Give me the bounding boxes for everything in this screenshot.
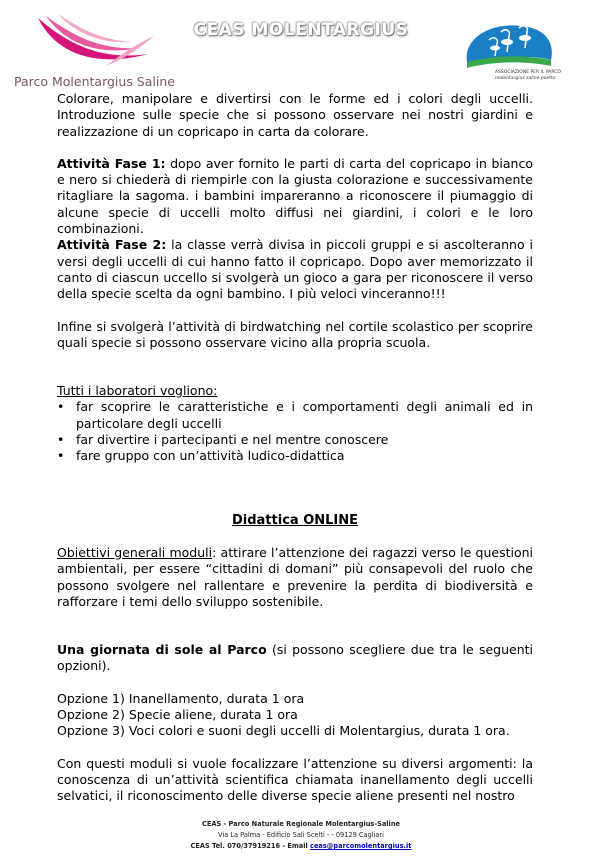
page-footer [0, 819, 602, 852]
fase2-label: Attività Fase 2: [57, 237, 167, 253]
list-item: • fare gruppo con un’attività ludico-didattica [57, 448, 345, 464]
section-title: Didattica ONLINE [231, 512, 359, 528]
intro-paragraph: Colorare, manipolare e divertirsi con le forme ed i colori degli uccelli. Introduzione sulle specie che si possono osservare nei nostri giardini e realizzazione di un copricapo in carta da colorare. [57, 91, 533, 139]
opzione-2: Opzione 2) Specie aliene, durata 1 ora [57, 707, 298, 723]
fase1-label: Attività Fase 1: [57, 155, 166, 171]
bullet-icon: • [57, 448, 65, 464]
bullet-icon: • [57, 432, 65, 448]
fase2-paragraph [57, 237, 533, 302]
fase1-paragraph [57, 156, 533, 237]
fase2-text: la classe verrà divisa in piccoli gruppi e si ascolteranno i versi degli uccelli di cui hanno fatto il copricapo. Dopo aver memorizzato il canto di ciascun uccello si svolgerà un gioco a gara per riconoscere il verso della specie scelta da ogni bambino. I più veloci vinceranno!!! [57, 237, 533, 302]
list-item: • far divertire i partecipanti e nel mentre conoscere [57, 432, 389, 448]
obiettivi-text: : attirare l’attenzione dei ragazzi verso le questioni ambientali, per essere “cittadini di domani” più consapevoli del ruolo che possono svolgere nel rallentare e prevenire la perdita di biodiversità e rafforzare i temi dello sviluppo sostenibile. [57, 544, 533, 609]
association-logo-text: ASSOCIAZIONE PER IL PARCO [495, 70, 561, 75]
list-item: • far scoprire le caratteristiche e i comportamenti degli animali ed in particolare degli uccelli [57, 399, 533, 431]
page-header [0, 0, 602, 95]
association-logo [461, 18, 561, 86]
fase1-text: dopo aver fornito le parti di carta del copricapo in bianco e nero si chiederà di riempirle con la giusta colorazione e successivamente ritagliare la sagoma. i bambini impareranno a riconoscere il piumaggio di alcune specie di uccelli molto diffusi nei giardini, i colori e le loro combinazioni. [57, 155, 533, 237]
opzione-1: Opzione 1) Inanellamento, durata 1 ora [57, 690, 305, 706]
opzione-3: Opzione 3) Voci colori e suoni degli uccelli di Molentargius, durata 1 ora. [57, 723, 510, 739]
giornata-text: (si possono scegliere due tra le seguenti opzioni). [57, 642, 533, 674]
footer-org: CEAS - Parco Naturale Regionale Molentargius-Saline [202, 820, 400, 828]
footer-address: Via La Palma - Edificio Sali Scelti - - 09129 Cagliari [218, 831, 384, 839]
obiettivi-label: Obiettivi generali moduli [57, 544, 213, 560]
page-title: CEAS MOLENTARGIUS [193, 20, 409, 40]
association-logo-subtext: molentargius saline poetto [495, 76, 556, 81]
giornata-label: Una giornata di sole al Parco [57, 642, 267, 658]
laboratori-heading: Tutti i laboratori vogliono: [57, 383, 218, 399]
moduli-paragraph: Con questi moduli si vuole focalizzare l’attenzione su diversi argomenti: la conoscenza di un’attività scientifica chiamata inanellamento degli uccelli selvatici, il riconoscimento delle diverse specie aliene presenti nel nostro [57, 755, 533, 804]
birdwatching-paragraph: Infine si svolgerà l’attività di birdwatching nel cortile scolastico per scoprire quali specie si possono osservare vicino alla propria scuola. [57, 318, 533, 350]
parco-logo-text: Parco Molentargius Saline [14, 74, 175, 89]
laboratori-list [57, 399, 533, 464]
footer-email-link[interactable]: ceas@parcomolentargius.it [310, 842, 412, 850]
obiettivi-paragraph [57, 545, 533, 610]
bullet-icon: • [57, 399, 65, 415]
document-body [57, 91, 533, 805]
footer-contacts: CEAS Tel. 070/37919216 - Email ceas@parcomolentargius.it [190, 842, 412, 850]
giornata-paragraph [57, 642, 533, 675]
